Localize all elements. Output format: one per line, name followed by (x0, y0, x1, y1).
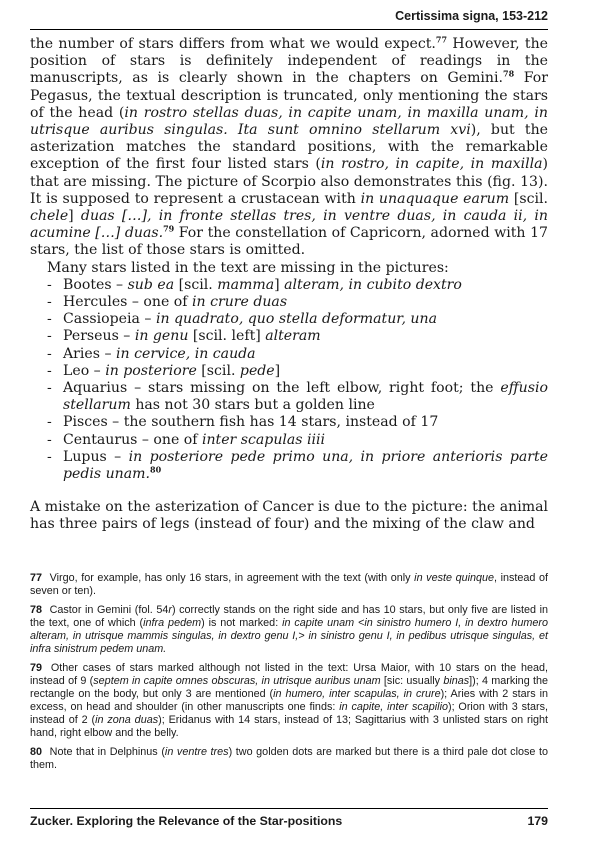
latin-quote: in posteriore pede primo una, in priore anterioris parte pedis unam. (63, 448, 548, 483)
text-run: ); Eridanus with 14 stars, instead of 13; Sagittarius with 3 unlisted stars on right hand, right elbow and the belly. (30, 714, 549, 739)
list-dash: - (47, 431, 52, 448)
footnote-number: 77 (30, 572, 43, 584)
latin-quote: chele (30, 208, 69, 225)
latin-quote: in capite, inter scapilio (339, 701, 448, 713)
footnote-ref: 77 (435, 34, 448, 45)
text-run: Aquarius – stars missing on the left elbow, right foot; the (63, 380, 501, 397)
latin-quote: in ventre tres (164, 746, 229, 758)
text-run: Castor in Gemini (fol. 54 (49, 604, 169, 616)
footnote-ref: 79 (163, 223, 175, 234)
latin-quote: in rostro, in capite, in maxilla (320, 156, 543, 173)
body-paragraph-1 (30, 36, 548, 260)
running-header: Certissima signa, 153-212 (395, 9, 548, 23)
footnote-77 (30, 572, 548, 598)
page-number: 179 (527, 814, 548, 828)
text-run: ); Aries with 2 stars in excess, on head and shoulder (in other manuscripts one finds: (30, 688, 548, 713)
footer-title: Zucker. Exploring the Relevance of the Star-positions (30, 814, 343, 828)
text-run: [sic: usually (380, 675, 444, 687)
list-item (47, 432, 548, 449)
text-run: Hercules – one of (63, 294, 192, 311)
text-run: [scil. left] (188, 328, 266, 345)
text-run: Leo – (63, 362, 106, 379)
text-run: However, the position of stars is definitely independent of readings in the manuscripts, as is clearly shown in the chapters on Gemini. (30, 36, 548, 87)
latin-quote: inter scapulas iiii (201, 431, 326, 448)
footnote-ref: 78 (503, 68, 515, 79)
text-run: ] (68, 208, 81, 225)
latin-quote: in humero, inter scapulas, in crure (273, 688, 441, 700)
list-item (47, 380, 548, 414)
footnote-number: 80 (30, 746, 43, 758)
latin-quote: in capite unam <in sinistro humero I, in dextro humero alteram, in utrisque mammis singulas, in dextro genu I,> in sinistro genu I, in pedibus utrisque singulas, et infra sinistrum pedem unam. (30, 617, 548, 655)
list-dash: - (47, 345, 52, 362)
latin-quote: in zona duas (95, 714, 159, 726)
latin-quote: r (168, 604, 172, 616)
latin-quote: alteram (265, 328, 321, 345)
text-run: ); Orion with 3 stars, instead of 2 ( (30, 701, 548, 726)
text-run: Bootes – (63, 276, 128, 293)
text-run: For Pegasus, the textual description is truncated, only mentioning the stars of the head ( (30, 70, 548, 121)
header-rule (30, 29, 548, 30)
text-run: ) is not marked: (201, 617, 283, 629)
text-run: Other cases of stars marked although not listed in the text: Ursa Maior, with 10 stars on the head, instead of 9 ( (30, 662, 549, 687)
latin-quote: in crure duas (192, 294, 288, 311)
list-item (47, 449, 548, 483)
list-dash: - (47, 328, 52, 345)
text-run: ]); 4 marking the rectangle on the body, but only 3 are mentioned ( (30, 675, 548, 700)
list-item (47, 346, 548, 363)
latin-quote: in cervice, in cauda (116, 345, 256, 362)
text-run: Lupus – (63, 448, 129, 465)
latin-quote: in quadrato, quo stella deformatur, una (155, 311, 437, 328)
list-item (47, 294, 548, 311)
latin-quote: septem in capite omnes obscuras, in utrisque auribus unam (93, 675, 381, 687)
footnote-80 (30, 746, 548, 772)
text-run: , instead of seven or ten). (30, 572, 549, 597)
latin-quote: effusio stellarum (63, 380, 548, 414)
main-text (30, 36, 548, 534)
footnote-78 (30, 604, 548, 656)
text-run: has not 30 stars but a golden line (130, 397, 375, 414)
missing-stars-list (47, 277, 548, 483)
latin-quote: mamma (217, 276, 275, 293)
text-run: Perseus – (63, 328, 135, 345)
latin-quote: binas (443, 675, 470, 687)
text-run: [scil. (509, 190, 548, 207)
latin-quote: in veste quinque (414, 572, 494, 584)
text-run: Cassiopeia – (63, 311, 156, 328)
latin-quote: in unaquaque earum (360, 190, 510, 207)
latin-quote: duas […], in fronte stellas tres, in ventre duas, in cauda ii, in acumine […] duas. (30, 208, 548, 242)
latin-quote: alteram, in cubito dextro (284, 276, 462, 293)
list-intro: Many stars listed in the text are missing in the pictures: (47, 259, 449, 276)
list-dash: - (47, 448, 52, 465)
text-run: [scil. (174, 276, 218, 293)
footnote-ref: 80 (150, 464, 162, 475)
text-run: Centaurus – one of (63, 431, 202, 448)
list-dash: - (47, 414, 52, 431)
latin-quote: pede (239, 362, 275, 379)
text-run: ] (274, 276, 285, 293)
list-dash: - (47, 294, 52, 311)
text-run: Pisces – the southern fish has 14 stars, instead of 17 (63, 414, 439, 431)
text-run: Note that in Delphinus ( (49, 746, 165, 758)
latin-quote: sub ea (127, 276, 175, 293)
text-run: the number of stars differs from what we would expect. (30, 36, 436, 52)
list-dash: - (47, 311, 52, 328)
list-item (47, 277, 548, 294)
text-run: For the constellation of Capricorn, adorned with 17 stars, the list of those stars is omitted. (30, 225, 549, 259)
text-run: ] (274, 362, 281, 379)
text-run: Virgo, for example, has only 16 stars, in agreement with the text (with only (49, 572, 415, 584)
list-dash: - (47, 362, 52, 379)
footer-rule (30, 808, 548, 809)
text-run: ) that are missing. The picture of Scorpio also demonstrates this (fig. 13). It is supposed to represent a crustacean with (30, 156, 548, 207)
text-run: [scil. (196, 362, 240, 379)
body-paragraph-2: A mistake on the asterization of Cancer is due to the picture: the animal has three pairs of legs (instead of four) and the mixing of the claw and (30, 499, 548, 533)
page-footer (30, 814, 548, 829)
list-item (47, 328, 548, 345)
list-dash: - (47, 380, 52, 397)
latin-quote: in posteriore (105, 362, 197, 379)
list-item (47, 311, 548, 328)
text-run: ) correctly stands on the right side and has 10 stars, but only five are listed in the text, one of which ( (30, 604, 548, 629)
list-item (47, 414, 548, 431)
text-run: ), but the asterization matches the standard positions, with the remarkable exception of the first four listed stars ( (30, 122, 548, 173)
text-run: Aries – (63, 345, 117, 362)
footnote-number: 79 (30, 662, 43, 674)
list-item (47, 363, 548, 380)
latin-quote: in genu (134, 328, 189, 345)
footnote-number: 78 (30, 604, 43, 616)
footnotes (30, 572, 548, 778)
latin-quote: in rostro stellas duas, in capite unam, in maxilla unam, in utrisque auribus singulas. Ita sunt omnino stellarum xvi (30, 104, 548, 139)
text-run: ) two golden dots are marked but there is a third pale dot close to them. (30, 746, 548, 771)
list-dash: - (47, 276, 52, 293)
latin-quote: infra pedem (143, 617, 202, 629)
footnote-79 (30, 662, 548, 740)
